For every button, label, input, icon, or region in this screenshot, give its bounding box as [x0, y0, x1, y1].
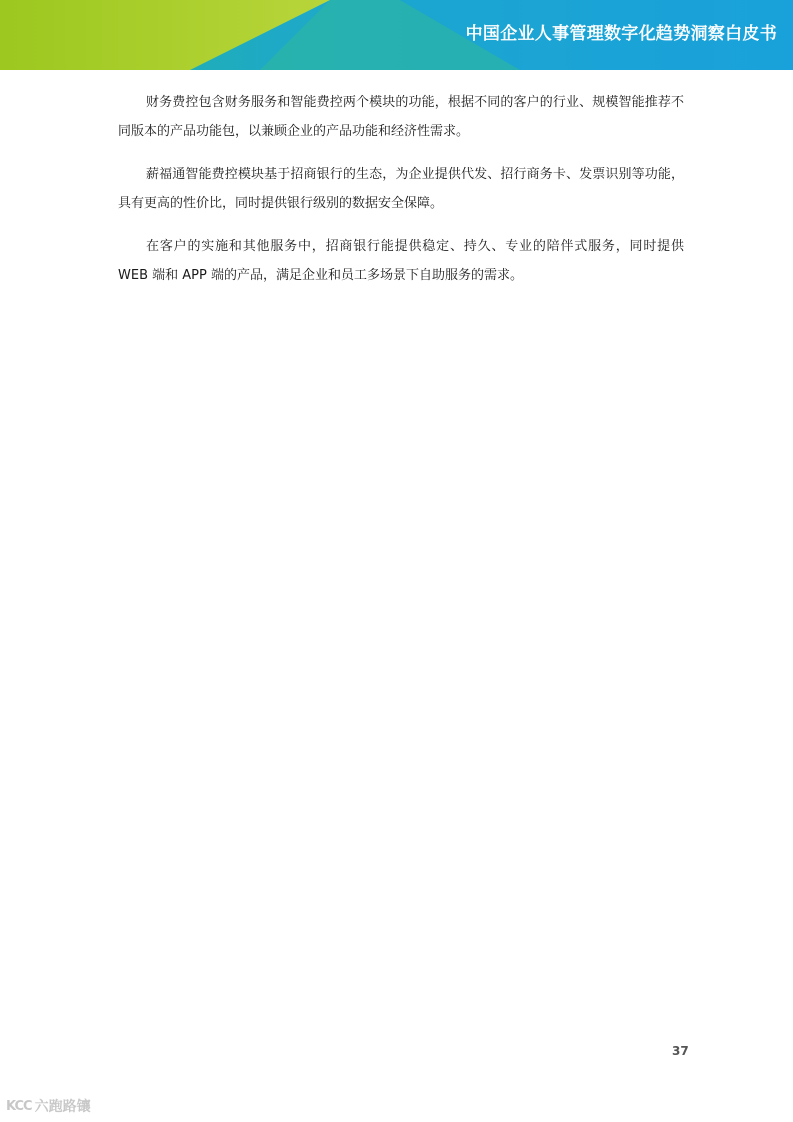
header-banner: [0, 0, 793, 70]
watermark: [6, 1096, 91, 1116]
paragraph: 薪福通智能费控模块基于招商银行的生态，为企业提供代发、招行商务卡、发票识别等功能，具有更高的性价比，同时提供银行级别的数据安全保障。: [118, 167, 684, 211]
paragraph: 在客户的实施和其他服务中，招商银行能提供稳定、持久、专业的陪伴式服务，同时提供 WEB 端和 APP 端的产品，满足企业和员工多场景下自助服务的需求。: [118, 239, 684, 283]
document-body: [118, 88, 684, 304]
paragraph: 财务费控包含财务服务和智能费控两个模块的功能，根据不同的客户的行业、规模智能推荐不同版本的产品功能包，以兼顾企业的产品功能和经济性需求。: [118, 95, 684, 139]
watermark-logo-icon: KCC: [6, 1098, 32, 1114]
watermark-text: 六跑路镶: [34, 1099, 91, 1115]
header-title: 中国企业人事管理数字化趋势洞察白皮书: [465, 24, 777, 44]
page-number: 37: [672, 1044, 689, 1058]
